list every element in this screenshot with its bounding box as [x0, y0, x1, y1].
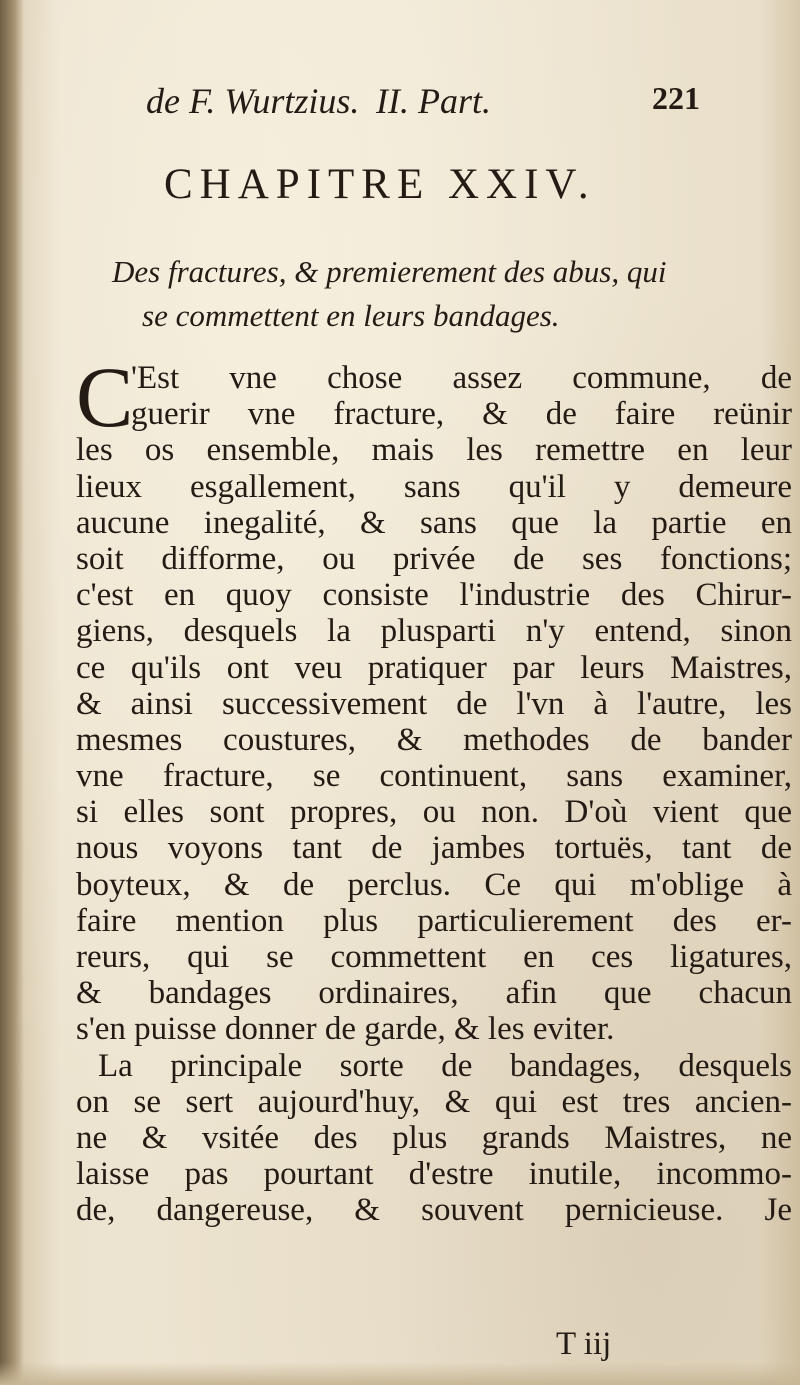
subtitle-line-1: Des fractures, & premierement des abus, qui — [112, 254, 667, 289]
header-author: de F. Wurtzius. — [146, 81, 360, 121]
text-line: les os ensemble, mais les remettre en leur — [76, 432, 792, 469]
page-number: 221 — [652, 80, 700, 116]
text-line: vne fracture, se continuent, sans examiner, — [76, 758, 792, 795]
text-line: giens, desquels la plusparti n'y entend, sinon — [76, 613, 792, 650]
text-line: soit difforme, ou privée de ses fonctions; — [76, 540, 792, 577]
chapter-subtitle — [112, 250, 800, 338]
text-line: La principale sorte de bandages, desquels — [98, 1047, 792, 1084]
signature-mark: T iij — [556, 1326, 612, 1362]
chapter-title: CHAPITRE XXIV. — [164, 161, 596, 208]
text-line: guerir vne fracture, & de faire reünir — [131, 396, 792, 433]
page-gutter-shadow — [0, 0, 24, 1385]
text-line: nous voyons tant de jambes tortuës, tant de — [76, 830, 792, 867]
text-line: & ainsi successivement de l'vn à l'autre, les — [76, 685, 792, 722]
first-paragraph-opening — [76, 349, 792, 445]
text-line: lieux esgallement, sans qu'il y demeure — [76, 468, 792, 505]
text-line: ce qu'ils ont veu pratiquer par leurs Maistres, — [76, 649, 792, 686]
text-line: on se sert aujourd'huy, & qui est tres ancien- — [76, 1083, 792, 1120]
text-line: boyteux, & de perclus. Ce qui m'oblige à — [76, 866, 792, 903]
text-line: 'Est vne chose assez commune, de — [131, 360, 792, 396]
header-part: II. Part. — [376, 81, 491, 121]
body-text — [76, 349, 792, 1229]
text-line: laisse pas pourtant d'estre inutile, incommo- — [76, 1156, 792, 1193]
text-line: mesmes coustures, & methodes de bander — [76, 721, 792, 758]
page-bottom-edge — [0, 1362, 800, 1385]
text-line: ne & vsitée des plus grands Maistres, ne — [76, 1119, 792, 1156]
running-header — [146, 70, 796, 130]
text-line: s'en puisse donner de garde, & les eviter. — [76, 1011, 615, 1048]
drop-cap: C — [76, 349, 134, 445]
text-line: reurs, qui se commettent en ces ligatures, — [76, 939, 792, 975]
text-line: faire mention plus particulierement des er- — [76, 902, 792, 939]
text-line: aucune inegalité, & sans que la partie en — [76, 504, 792, 541]
text-line: si elles sont propres, ou non. D'où vient que — [76, 794, 792, 831]
text-line: de, dangereuse, & souvent pernicieuse. Je — [76, 1192, 792, 1229]
subtitle-line-2: se commettent en leurs bandages. — [142, 298, 560, 333]
text-line: c'est en quoy consiste l'industrie des Chirur- — [76, 577, 792, 614]
text-line: & bandages ordinaires, afin que chacun — [76, 975, 792, 1012]
